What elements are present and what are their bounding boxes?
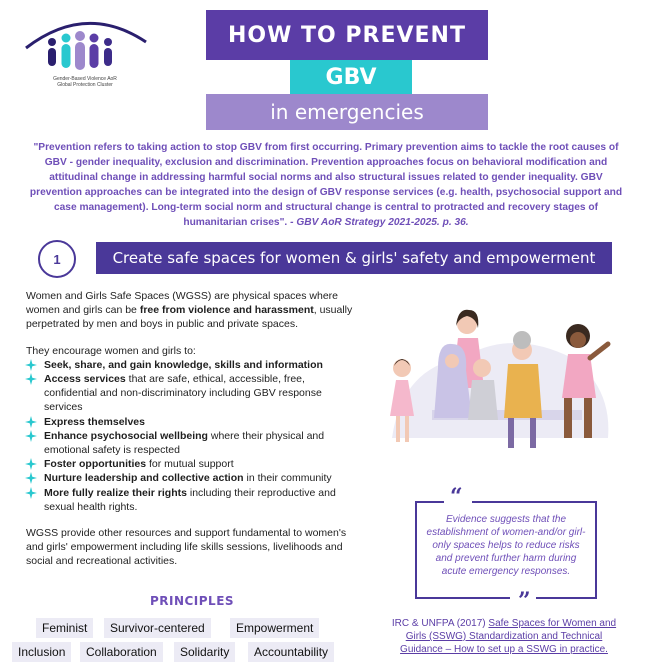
citation-link[interactable]: Safe Spaces for Women and Girls (SSWG) Standardization and Technical Guidance – How to set up a SSWG in practice. [400, 618, 617, 655]
principle-chip: Inclusion [12, 642, 71, 662]
wgss-body-text [26, 289, 360, 569]
open-quote-icon: “ [446, 484, 467, 510]
teal-star-icon [25, 487, 37, 499]
teal-star-icon [25, 430, 37, 442]
principle-chip: Solidarity [174, 642, 235, 662]
intro-lead: They encourage women and girls to: [26, 344, 196, 357]
bullet-item: Express themselves [26, 415, 360, 429]
teal-star-icon [25, 458, 37, 470]
bullet-item: Seek, share, and gain knowledge, skills and information [26, 358, 360, 372]
principle-chip: Empowerment [230, 618, 319, 638]
principle-chip: Accountability [248, 642, 334, 662]
title-line3: in emergencies [206, 94, 488, 130]
close-quote-icon: ” [514, 588, 535, 614]
citation: IRC & UNFPA (2017) Safe Spaces for Women and Girls (SSWG) Standardization and Technical Guidance – How to set up a SSWG in practice. [391, 618, 617, 655]
logo-org-line2: Global Protection Cluster [57, 82, 113, 88]
title-line1: HOW TO PREVENT [206, 10, 488, 60]
bullet-item: Nurture leadership and collective action in their community [26, 471, 360, 485]
bullet-item: Enhance psychosocial wellbeing where their physical and emotional safety is respected [26, 429, 360, 457]
quote-text: "Prevention refers to taking action to stop GBV from first occurring. Primary prevention aims to tackle the root causes of GBV - gender inequality, exclusion and discrimination. Prevention approaches focus on behavioral modification and attitudinal change in addressing harmful social norms and also structural issues related to gender inequality. GBV prevention approaches can be integrated into the design of GBV response services (e.g. health, psychosocial support and case management). Long-term social norm and structural change is central to protracted and recovery stages of humanitarian crises". [29, 142, 623, 228]
section-heading: Create safe spaces for women & girls' safety and empowerment [96, 242, 612, 274]
quote-source: - GBV AoR Strategy 2021-2025. p. 36. [287, 217, 469, 228]
logo-org-line1: Gender-Based Violence AoR [53, 76, 117, 82]
prevention-quote [22, 140, 630, 230]
bullet-list [26, 358, 360, 514]
women-group-illustration [372, 288, 622, 470]
section-number: 1 [38, 240, 76, 278]
principle-chip: Collaboration [80, 642, 163, 662]
bullet-item: Access services that are safe, ethical, accessible, free, confidential and non-discriminatory including GBV response services [26, 372, 360, 415]
teal-star-icon [25, 373, 37, 385]
teal-star-icon [25, 416, 37, 428]
teal-star-icon [25, 359, 37, 371]
logo-org-name [20, 76, 150, 88]
callout-text: Evidence suggests that the establishment of women-and/or girl-only spaces helps to reduce risks and prevent further harm during acute emergency responses. [426, 514, 586, 577]
title-line2: GBV [290, 60, 412, 94]
outro-paragraph: WGSS provide other resources and support fundamental to women's and girls' empowerment including life skills sessions, livelihoods and social and recreational activities. [26, 527, 347, 568]
principle-chip: Feminist [36, 618, 93, 638]
bullet-item: Foster opportunities for mutual support [26, 457, 360, 471]
intro-paragraph: Women and Girls Safe Spaces (WGSS) are physical spaces where women and girls can be free from violence and harassment, usually perpetrated by men and boys in public and private spaces. [26, 290, 353, 331]
teal-star-icon [25, 472, 37, 484]
bullet-item: More fully realize their rights including their reproductive and sexual health rights. [26, 486, 360, 514]
principles-title: PRINCIPLES [149, 594, 235, 608]
principle-chip: Survivor-centered [104, 618, 211, 638]
